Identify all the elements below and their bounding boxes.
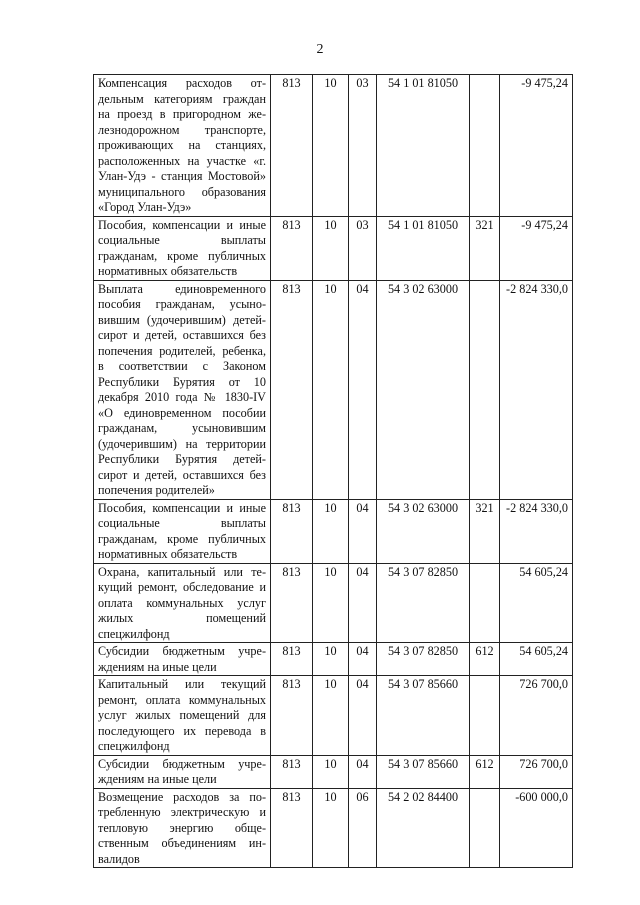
- target-article-code-cell: 54 3 07 82850: [377, 643, 470, 676]
- expense-type-code-cell: [470, 676, 500, 756]
- table-row: [94, 216, 573, 280]
- amount-cell: -9 475,24: [500, 75, 573, 217]
- page-number: 2: [316, 42, 324, 57]
- amount-cell: -2 824 330,0: [500, 280, 573, 499]
- department-code-cell: 813: [271, 643, 313, 676]
- expense-type-code-cell: [470, 280, 500, 499]
- subsection-code-cell: 04: [349, 563, 377, 643]
- table-row: [94, 75, 573, 217]
- section-code-cell: 10: [313, 216, 349, 280]
- table-row: [94, 643, 573, 676]
- department-code-cell: 813: [271, 280, 313, 499]
- target-article-code-cell: 54 3 02 63000: [377, 280, 470, 499]
- department-code-cell: 813: [271, 499, 313, 563]
- expense-type-code-cell: 321: [470, 499, 500, 563]
- table-row: [94, 788, 573, 868]
- expense-type-code-cell: [470, 788, 500, 868]
- expense-name-cell: Возмещение расходов за потребленную электрическую и тепловую энергию общественным объединениям инвалидов: [94, 788, 271, 868]
- expense-name-cell: Пособия, компенсации и иные социальные выплаты гражданам, кроме публичных нормативных обязательств: [94, 216, 271, 280]
- expense-name-cell: Пособия, компенсации и иные социальные выплаты гражданам, кроме публичных нормативных обязательств: [94, 499, 271, 563]
- expense-type-code-cell: 612: [470, 755, 500, 788]
- expense-name-cell: Субсидии бюджетным учреждениям на иные цели: [94, 643, 271, 676]
- expense-name-cell: Охрана, капитальный или текущий ремонт, обследование и оплата коммунальных услуг жилых помещений спецжилфонд: [94, 563, 271, 643]
- target-article-code-cell: 54 3 02 63000: [377, 499, 470, 563]
- section-code-cell: 10: [313, 755, 349, 788]
- expense-type-code-cell: [470, 75, 500, 217]
- section-code-cell: 10: [313, 563, 349, 643]
- budget-table-body: [94, 75, 573, 868]
- subsection-code-cell: 04: [349, 676, 377, 756]
- target-article-code-cell: 54 3 07 82850: [377, 563, 470, 643]
- target-article-code-cell: 54 2 02 84400: [377, 788, 470, 868]
- amount-cell: 54 605,24: [500, 643, 573, 676]
- subsection-code-cell: 04: [349, 755, 377, 788]
- subsection-code-cell: 04: [349, 643, 377, 676]
- expense-type-code-cell: 321: [470, 216, 500, 280]
- table-row: [94, 563, 573, 643]
- amount-cell: -600 000,0: [500, 788, 573, 868]
- table-row: [94, 499, 573, 563]
- target-article-code-cell: 54 3 07 85660: [377, 676, 470, 756]
- department-code-cell: 813: [271, 755, 313, 788]
- expense-name-cell: Компенсация расходов отдельным категориям граждан на проезд в пригородном железнодорожном транспорте, проживающих на станциях, расположенных на участке «г. Улан-Удэ - станция Мостовой» муниципального образования «Город Улан-Удэ»: [94, 75, 271, 217]
- target-article-code-cell: 54 1 01 81050: [377, 216, 470, 280]
- department-code-cell: 813: [271, 75, 313, 217]
- subsection-code-cell: 03: [349, 216, 377, 280]
- department-code-cell: 813: [271, 563, 313, 643]
- section-code-cell: 10: [313, 499, 349, 563]
- subsection-code-cell: 06: [349, 788, 377, 868]
- table-row: [94, 280, 573, 499]
- amount-cell: 726 700,0: [500, 676, 573, 756]
- subsection-code-cell: 04: [349, 499, 377, 563]
- department-code-cell: 813: [271, 216, 313, 280]
- amount-cell: 54 605,24: [500, 563, 573, 643]
- expense-type-code-cell: [470, 563, 500, 643]
- expense-name-cell: Капитальный или текущий ремонт, оплата коммунальных услуг жилых помещений для последующего их перевода в спецжилфонд: [94, 676, 271, 756]
- section-code-cell: 10: [313, 643, 349, 676]
- amount-cell: -9 475,24: [500, 216, 573, 280]
- target-article-code-cell: 54 1 01 81050: [377, 75, 470, 217]
- expense-type-code-cell: 612: [470, 643, 500, 676]
- amount-cell: -2 824 330,0: [500, 499, 573, 563]
- subsection-code-cell: 03: [349, 75, 377, 217]
- target-article-code-cell: 54 3 07 85660: [377, 755, 470, 788]
- department-code-cell: 813: [271, 788, 313, 868]
- budget-table: [93, 74, 573, 868]
- amount-cell: 726 700,0: [500, 755, 573, 788]
- expense-name-cell: Субсидии бюджетным учреждениям на иные цели: [94, 755, 271, 788]
- table-row: [94, 755, 573, 788]
- subsection-code-cell: 04: [349, 280, 377, 499]
- department-code-cell: 813: [271, 676, 313, 756]
- section-code-cell: 10: [313, 280, 349, 499]
- section-code-cell: 10: [313, 676, 349, 756]
- expense-name-cell: Выплата единовременного пособия гражданам, усыновившим (удочерившим) детей-сирот и детей, оставшихся без попечения родителей, ребенка, в соответствии с Законом Республики Бурятия от 10 декабря 2010 года № 1830-IV «О единовременном пособии гражданам, усыновившим (удочерившим) на территории Республики Бурятия детей-сирот и детей, оставшихся без попечения родителей»: [94, 280, 271, 499]
- section-code-cell: 10: [313, 75, 349, 217]
- section-code-cell: 10: [313, 788, 349, 868]
- table-row: [94, 676, 573, 756]
